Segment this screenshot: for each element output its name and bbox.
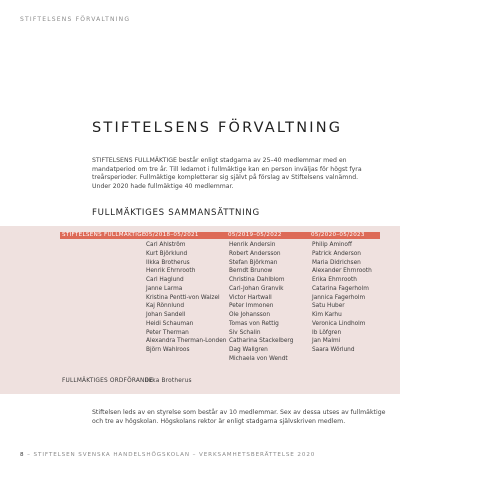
member-name: Christina Dahlblom [229,277,285,283]
period-header-2020: 05/2020–05/2023 [311,232,365,238]
member-name: Carl Ahlström [146,242,186,248]
member-name: Michaela von Wendt [229,355,288,362]
section-heading: FULLMÄKTIGES SAMMANSÄTTNING [92,208,260,218]
member-name: Kurt Björklund [146,250,188,257]
member-name: Janne Larma [146,285,183,292]
member-name: Carl-Johan Granvik [229,285,284,292]
member-name: Saara Wörlund [312,347,355,353]
member-list-2020 [312,241,372,355]
member-name: Peter Immonen [229,303,274,310]
page-number: 8 [20,452,25,458]
member-name: Johan Sandell [146,312,186,318]
chair-name: Ilkka Brotherus [145,378,192,384]
member-name: Jannica Fagerholm [312,294,366,301]
member-name: Alexander Ehrnrooth [312,268,372,275]
member-list-2019 [229,241,293,364]
member-name: Heidi Schauman [146,320,194,327]
member-name: Ib Löfgren [312,329,342,336]
member-name: Dag Wallgren [229,347,268,353]
member-name: Siv Schalin [229,329,261,336]
member-name: Catharina Stackelberg [229,338,294,345]
member-name: Henrik Ehrnrooth [146,268,196,275]
member-name: Ole Johansson [229,312,270,318]
member-name: Stefan Björkman [229,259,278,266]
member-name: Carl Haglund [146,277,184,283]
member-name: Henrik Andersin [229,242,276,248]
closing-line: Stiftelsen leds av en styrelse som består av 10 medlemmar. Sex av dessa utses av fullmäktige [92,409,386,416]
period-header-2019: 05/2019–05/2022 [228,232,282,238]
member-name: Philip Aminoff [312,242,352,248]
running-header: STIFTELSENS FÖRVALTNING [20,16,131,23]
member-name: Erika Ehrnrooth [312,277,357,283]
intro-line: mandatperiod om tre år. Till ledamot i fullmäktige kan en person inväljas för högst fyra [92,165,362,173]
row-label-fullmaktige: STIFTELSENS FULLMÄKTIGE [62,232,146,238]
member-name: Alexandra Therman-Londen [146,338,227,345]
chair-label: FULLMÄKTIGES ORDFÖRANDE [62,378,154,384]
member-name: Berndt Brunow [229,268,273,275]
member-name: Catarina Fagerholm [312,285,369,292]
member-name: Jan Malmi [312,338,341,345]
page-title: STIFTELSENS FÖRVALTNING [92,120,343,136]
member-name: Peter Therman [146,329,189,336]
member-name: Björn Wahlroos [146,347,190,353]
member-name: Victor Hartwall [229,294,272,301]
intro-paragraph [92,157,362,191]
member-name: Kaj Rönnlund [146,303,185,310]
member-name: Tomas von Rettig [229,320,279,327]
period-header-2018: 05/2018–05/2021 [145,232,199,238]
footer-text: STIFTELSEN SVENSKA HANDELSHÖGSKOLAN – VERKSAMHETSBERÄTTELSE 2020 [33,452,316,458]
member-name: Ilkka Brotherus [146,259,190,266]
chair-row [62,378,192,384]
closing-paragraph [92,409,392,426]
intro-line: STIFTELSENS FULLMÄKTIGE består enligt stadgarna av 25–40 medlemmar med en [92,157,347,164]
member-name: Veronica Lindholm [312,320,366,327]
member-name: Kristina Pentti-von Walzel [146,294,220,301]
closing-line: och tre av högskolan. Högskolans rektor är enligt stadgarna självskriven medlem. [92,417,346,425]
footer-separator: – [27,452,31,458]
intro-line: treårsperioder. Fullmäktige kompletterar sig självt på förslag av Stiftelsens valnämnd. [92,174,359,182]
member-name: Satu Huber [312,303,345,310]
page-footer [20,452,315,458]
member-name: Maria Didrichsen [312,259,361,266]
member-list-2018 [146,241,226,355]
member-name: Patrick Anderson [312,250,361,257]
member-name: Kim Karhu [312,312,342,318]
intro-line: Under 2020 hade fullmäktige 40 medlemmar. [92,182,234,190]
member-name: Robert Andersson [229,250,281,257]
